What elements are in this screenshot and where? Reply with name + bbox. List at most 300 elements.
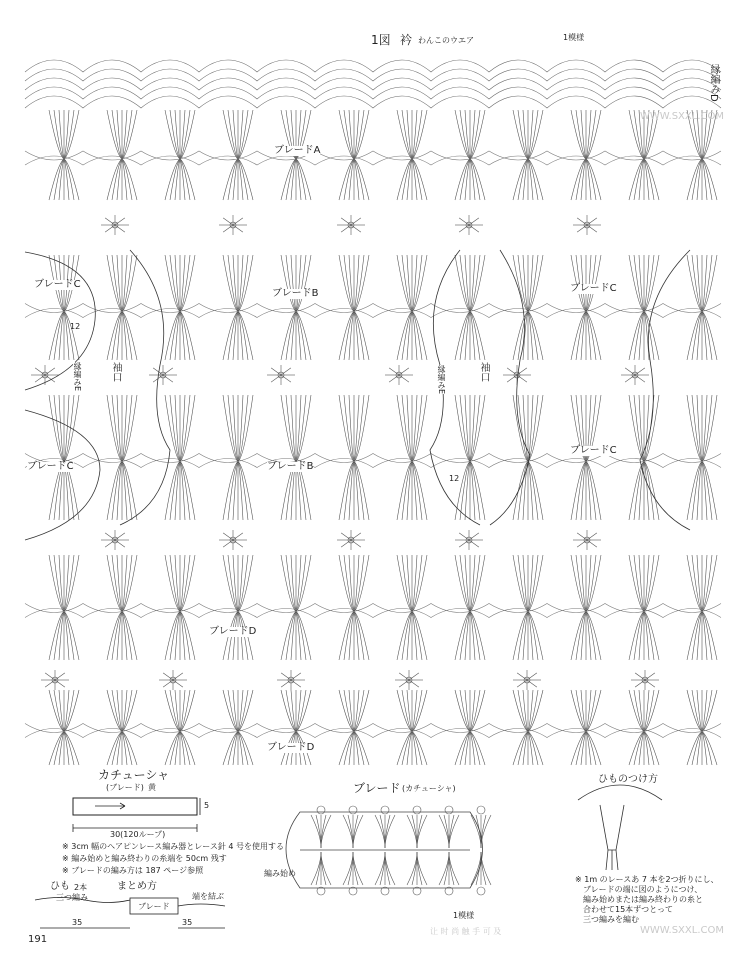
braid-a-loops <box>586 159 601 200</box>
sleeve-edge-right-outer <box>640 250 690 530</box>
braid-d-loops-1 <box>528 555 543 612</box>
join-motif-row1 <box>469 225 479 232</box>
braid-a-loops <box>455 110 470 159</box>
braid-b-loops-top <box>644 312 659 361</box>
braid-b-loops-bottom-spine <box>25 459 721 468</box>
braid-detail-picot <box>413 806 421 814</box>
braid-b-loops-top <box>107 255 122 312</box>
join-motif-row4 <box>281 673 291 680</box>
braid-d-loops-1 <box>644 555 659 612</box>
braid-d-loops-1 <box>687 612 702 661</box>
braid-d-loops-2 <box>122 732 137 766</box>
braid-d-loops-1 <box>470 555 485 612</box>
braid-b-loops-bottom <box>412 395 417 462</box>
join-motif-row2 <box>635 375 645 382</box>
braid-detail-loop <box>385 815 390 848</box>
braid-b-loops-top <box>687 312 702 361</box>
braid-b-loops-top-spine <box>25 309 721 318</box>
braid-d-loops-2 <box>354 690 369 732</box>
join-motif-row4 <box>55 673 65 680</box>
braid-b-loops-top <box>412 255 427 312</box>
join-motif-row1 <box>351 225 361 232</box>
braid-detail-loop <box>444 815 449 848</box>
join-motif-row3 <box>341 540 351 547</box>
braid-b-loops-bottom <box>702 462 717 521</box>
braid-b-loops-bottom <box>165 395 180 462</box>
braid-detail-picot <box>477 806 485 814</box>
braid-d-loops-2 <box>629 690 644 732</box>
braid-d-loops-2 <box>180 690 195 732</box>
join-motif-row3 <box>351 540 361 547</box>
braid-d-label-2: ブレードD <box>267 742 315 753</box>
braid-d-loops-2 <box>49 690 64 732</box>
braid-b-loops-bottom <box>528 395 533 462</box>
braid-a-loops <box>339 110 354 159</box>
join-motif-row1 <box>115 218 125 225</box>
edging-scallop-row <box>25 69 721 81</box>
braid-b-loops-bottom <box>117 395 122 462</box>
join-motif-row2 <box>389 375 399 382</box>
braid-d-loops-2 <box>470 732 485 766</box>
braid-detail-picot <box>349 806 357 814</box>
braid-detail-loop <box>385 852 390 885</box>
join-motif-row3 <box>105 533 115 540</box>
headband-note-2: ※ 編み始めと編み終わりの糸端を 50cm 残す <box>62 854 227 863</box>
braid-b-loops-top <box>470 255 485 312</box>
braid-d-loops-2 <box>586 732 601 766</box>
braid-b-loops-top <box>281 312 296 361</box>
join-motif-row2 <box>625 368 635 375</box>
braid-d-loops-1 <box>64 612 79 661</box>
braid-a-loops <box>629 159 644 200</box>
join-motif-row3 <box>223 540 233 547</box>
join-motif-row4 <box>173 673 183 680</box>
braid-b-loops-bottom <box>165 462 180 521</box>
braid-b-loops-bottom <box>687 462 702 521</box>
braid-b-loops-top <box>180 255 195 312</box>
braid-a-loops <box>644 159 659 200</box>
braid-b-loops-bottom <box>644 395 659 462</box>
braid-b-loops-bottom <box>629 395 644 462</box>
join-motif-row2 <box>625 375 635 382</box>
braid-b-loops-top <box>64 312 79 361</box>
braid-detail-title: ブレード <box>353 781 401 795</box>
braid-d-loops-2 <box>397 690 412 732</box>
join-motif-row4 <box>635 680 645 687</box>
braid-detail-loop <box>348 815 353 848</box>
braid-detail-loop <box>321 815 326 848</box>
join-motif-row4 <box>517 680 527 687</box>
braid-d-loops-1 <box>397 555 412 612</box>
join-motif-row1 <box>233 218 243 225</box>
braid-b-loops-bottom <box>180 462 195 521</box>
braid-b-loops-bottom <box>407 395 412 462</box>
attach-note-1: ※ 1m のレースあ 7 本を2つ折りにし、 <box>575 875 719 884</box>
braid-a-loops <box>339 159 354 200</box>
headband-height: 5 <box>204 801 210 810</box>
braid-b-loops-bottom <box>238 462 253 521</box>
braid-d-loops-1 <box>64 555 79 612</box>
braid-d-loops-2 <box>238 690 253 732</box>
braid-b-loops-top <box>223 312 238 361</box>
attach-note-2: ブレードの端に図のようにつけ、 <box>583 885 703 894</box>
braid-d-loops-2 <box>49 732 64 766</box>
braid-detail-start: 編み始め <box>264 869 296 878</box>
braid-b-loops-top <box>238 255 253 312</box>
braid-b-loops-top <box>397 255 412 312</box>
join-motif-row4 <box>409 673 419 680</box>
braid-b-loops-bottom <box>339 462 354 521</box>
braid-a-loops <box>49 159 64 200</box>
braid-b-loops-bottom <box>571 462 586 521</box>
braid-d-loops-2 <box>165 690 180 732</box>
braid-b-loops-bottom <box>122 462 137 521</box>
braid-b-loops-top <box>571 312 586 361</box>
braid-d-loops-1 <box>180 612 195 661</box>
braid-b-loops-bottom <box>291 395 296 462</box>
edging-e-label-right: 縁編みE <box>437 365 446 395</box>
join-motif-row1 <box>351 218 361 225</box>
braid-c-label-4: ブレードC <box>570 445 617 456</box>
braid-b-loops-bottom <box>175 395 180 462</box>
join-motif-row1 <box>577 225 587 232</box>
braid-b-loops-bottom <box>397 462 412 521</box>
braid-d-loops-1 <box>281 555 296 612</box>
braid-b-loops-bottom <box>59 395 64 462</box>
braid-d-loops-2 <box>412 690 427 732</box>
braid-b-loops-top <box>281 255 296 312</box>
braid-b-loops-top <box>354 255 369 312</box>
braid-b-loops-bottom <box>644 395 649 462</box>
braid-d-loops-2 <box>223 732 238 766</box>
join-motif-row3 <box>587 533 597 540</box>
braid-b-loops-bottom <box>296 395 311 462</box>
braid-a-loops <box>397 110 412 159</box>
braid-d-loops-1 <box>586 612 601 661</box>
join-motif-row3 <box>233 533 243 540</box>
braid-d-loops-2 <box>180 732 195 766</box>
braid-b-loops-bottom <box>107 462 122 521</box>
braid-b-loops-bottom <box>122 395 137 462</box>
braid-d-loops-2 <box>629 732 644 766</box>
join-motif-row3 <box>115 533 125 540</box>
join-motif-row3 <box>105 540 115 547</box>
join-motif-row2 <box>281 368 291 375</box>
stitch-count-12-b: 12 <box>449 474 460 483</box>
braid-detail-loop <box>417 815 422 848</box>
figure-subtitle: わんこのウエア <box>418 36 474 45</box>
join-motif-row1 <box>115 225 125 232</box>
braid-b-loops-bottom <box>697 395 702 462</box>
braid-d-loops-1 <box>354 555 369 612</box>
join-motif-row1 <box>105 218 115 225</box>
watermark-site-bottom: WWW.SXXL.COM <box>640 925 724 936</box>
braid-b-loops-top <box>122 255 137 312</box>
braid-a-loops <box>107 110 122 159</box>
braid-b-loops-bottom <box>238 395 253 462</box>
braid-b-loops-top <box>455 312 470 361</box>
headband-note-3: ※ ブレードの編み方は 187 ページ参照 <box>62 866 204 875</box>
cord-assembly-title: まとめ方 <box>117 881 157 892</box>
braid-b-loops-top <box>412 312 427 361</box>
braid-d-loops-1 <box>49 612 64 661</box>
braid-b-loops-bottom <box>180 395 195 462</box>
braid-b-loops-top <box>702 312 717 361</box>
edging-d-label: 縁編みD <box>708 64 719 102</box>
braid-d-loops-2 <box>455 690 470 732</box>
braid-a-loops <box>165 110 180 159</box>
join-motif-row3 <box>115 540 125 547</box>
braid-d-loops-2 <box>470 690 485 732</box>
edging-scallop-row <box>25 87 721 99</box>
join-motif-row2 <box>163 368 173 375</box>
braid-d-loops-2 <box>223 690 238 732</box>
join-motif-row2 <box>163 375 173 382</box>
braid-b-loops-bottom <box>455 462 470 521</box>
braid-b-label-top: ブレードB <box>272 288 319 299</box>
braid-d-loops-1 <box>281 612 296 661</box>
join-motif-row2 <box>271 368 281 375</box>
braid-d-loops-1 <box>629 612 644 661</box>
sleeve-edge-left-bottom <box>25 410 100 540</box>
braid-a-loops <box>397 159 412 200</box>
join-motif-row2 <box>399 375 409 382</box>
join-motif-row4 <box>517 673 527 680</box>
cord-dim-left: 35 <box>72 918 83 927</box>
edging-scallop-row <box>25 96 721 108</box>
braid-b-loops-bottom <box>281 395 296 462</box>
braid-b-loops-bottom <box>349 395 354 462</box>
braid-b-loops-top <box>397 312 412 361</box>
braid-a-loops <box>571 159 586 200</box>
braid-b-loops-bottom <box>223 462 238 521</box>
braid-d-loops-1 <box>528 612 543 661</box>
braid-d-loops-1 <box>455 555 470 612</box>
braid-b-loops-top <box>180 312 195 361</box>
repeat-label: 1模様 <box>563 33 585 42</box>
braid-a-loops <box>354 110 369 159</box>
braid-a-loops <box>180 159 195 200</box>
cord-label: ひも <box>50 881 70 892</box>
braid-b-loops-bottom <box>412 395 427 462</box>
braid-b-loops-bottom <box>122 395 127 462</box>
braid-b-loops-top <box>513 312 528 361</box>
braid-detail-loop <box>476 815 481 848</box>
braid-b-loops-bottom <box>354 395 369 462</box>
join-motif-row3 <box>469 540 479 547</box>
braid-c-label-3: ブレードC <box>27 461 74 472</box>
braid-d-label-1: ブレードD <box>209 626 257 637</box>
join-motif-row1 <box>459 218 469 225</box>
braid-d-loops-1 <box>122 612 137 661</box>
sleeve-label-left: 袖口 <box>110 362 121 382</box>
join-motif-row1 <box>223 225 233 232</box>
braid-d-loops-2 <box>339 690 354 732</box>
braid-d-loops-2 <box>122 690 137 732</box>
braid-d-loops-1 <box>122 555 137 612</box>
braid-b-loops-top <box>528 312 543 361</box>
braid-b-loops-top <box>339 312 354 361</box>
braid-d-loops-2 <box>412 732 427 766</box>
braid-d-loops-2 <box>107 690 122 732</box>
braid-b-loops-bottom <box>639 395 644 462</box>
join-motif-row1 <box>341 225 351 232</box>
braid-b-loops-bottom <box>465 395 470 462</box>
braid-b-loops-bottom <box>412 462 427 521</box>
cord-tie-note: 端を結ぶ <box>192 892 224 901</box>
headband-rect <box>73 798 197 815</box>
join-motif-row1 <box>587 225 597 232</box>
braid-a-loops <box>180 110 195 159</box>
join-motif-row1 <box>459 225 469 232</box>
braid-d-loops-2 <box>165 732 180 766</box>
braid-d-loops-2 <box>354 732 369 766</box>
join-motif-row4 <box>399 680 409 687</box>
join-motif-row4 <box>163 673 173 680</box>
braid-d-loops-1 <box>180 555 195 612</box>
join-motif-row1 <box>105 225 115 232</box>
braid-d-loops-1 <box>107 612 122 661</box>
braid-b-loops-top <box>238 312 253 361</box>
join-motif-row3 <box>459 540 469 547</box>
braid-b-loops-bottom <box>180 395 185 462</box>
braid-b-loops-top <box>470 312 485 361</box>
braid-detail-loop <box>412 852 417 885</box>
braid-b-loops-bottom <box>513 462 528 521</box>
braid-b-loops-bottom <box>397 395 412 462</box>
braid-d-loops-2 <box>281 690 296 732</box>
join-motif-row3 <box>223 533 233 540</box>
attach-title: ひものつけ方 <box>598 774 658 785</box>
braid-a-loops <box>223 159 238 200</box>
braid-d-loops-1 <box>412 612 427 661</box>
braid-detail-loop <box>412 815 417 848</box>
braid-d-loops-1 <box>296 612 311 661</box>
braid-a-loops <box>64 159 79 200</box>
join-motif-row4 <box>645 680 655 687</box>
braid-d-loops-2-spine <box>25 724 721 733</box>
braid-b-loops-top <box>296 255 311 312</box>
braid-d-loops-1 <box>339 612 354 661</box>
braid-b-loops-top <box>455 255 470 312</box>
braid-detail-loop <box>321 852 326 885</box>
join-motif-row2 <box>635 368 645 375</box>
braid-b-loops-top <box>223 255 238 312</box>
join-motif-row4 <box>527 680 537 687</box>
braid-d-loops-2 <box>397 732 412 766</box>
join-motif-row2 <box>45 368 55 375</box>
braid-a-loops <box>296 159 311 200</box>
braid-b-loops-bottom <box>644 462 659 521</box>
braid-a-loops <box>281 159 296 200</box>
join-motif-row4 <box>281 680 291 687</box>
braid-d-loops-2 <box>702 732 717 766</box>
braid-a-loops <box>513 110 528 159</box>
braid-a-loops <box>107 159 122 200</box>
join-motif-row4 <box>291 680 301 687</box>
edging-scallop-row <box>25 60 721 72</box>
join-motif-row2 <box>281 375 291 382</box>
join-motif-row4 <box>291 673 301 680</box>
braid-b-loops-bottom <box>107 395 122 462</box>
braid-c-label-2: ブレードC <box>570 283 617 294</box>
braid-d-loops-1 <box>165 555 180 612</box>
braid-detail-subtitle: (カチューシャ) <box>402 784 456 793</box>
braid-b-loops-bottom <box>470 462 485 521</box>
braid-b-loops-bottom <box>528 395 543 462</box>
braid-a-loops <box>470 159 485 200</box>
braid-d-loops-1 <box>296 555 311 612</box>
braid-b-loops-top <box>354 312 369 361</box>
braid-d-loops-1 <box>470 612 485 661</box>
join-motif-row1 <box>587 218 597 225</box>
braid-a-loops <box>122 110 137 159</box>
cord-count: 2本 <box>74 883 88 892</box>
join-motif-row2 <box>517 375 527 382</box>
braid-b-loops-bottom <box>354 395 359 462</box>
braid-b-loops-bottom <box>470 395 485 462</box>
braid-detail-loop <box>380 815 385 848</box>
braid-b-loops-bottom <box>296 395 301 462</box>
braid-d-loops-2 <box>339 732 354 766</box>
join-motif-row3 <box>577 533 587 540</box>
join-motif-row4 <box>635 673 645 680</box>
braid-detail-picot <box>317 806 325 814</box>
braid-a-loops <box>687 159 702 200</box>
braid-b-loops-bottom <box>470 395 475 462</box>
braid-d-loops-2 <box>687 690 702 732</box>
braid-a-loops <box>64 110 79 159</box>
braid-a-loops <box>354 159 369 200</box>
braid-b-loops-top-spine <box>25 304 721 313</box>
braid-d-loops-2 <box>455 732 470 766</box>
join-motif-row3 <box>351 533 361 540</box>
braid-d-loops-1 <box>513 555 528 612</box>
braid-a-loops-spine <box>25 156 721 165</box>
braid-b-loops-top <box>644 255 659 312</box>
headband-subtitle: (ブレード) <box>106 783 144 792</box>
join-motif-row4 <box>399 673 409 680</box>
braid-a-loops <box>165 159 180 200</box>
braid-d-loops-1 <box>455 612 470 661</box>
braid-d-loops-1 <box>49 555 64 612</box>
braid-detail-loop <box>481 815 486 848</box>
attach-note-3: 編み始めまたは編み終わりの糸と <box>583 895 703 904</box>
join-motif-row4 <box>527 673 537 680</box>
braid-d-loops-2 <box>528 690 543 732</box>
braid-b-loops-top <box>122 312 137 361</box>
braid-d-loops-1 <box>397 612 412 661</box>
join-motif-row2 <box>507 375 517 382</box>
braid-d-loops-2 <box>702 690 717 732</box>
braid-d-loops-1-spine <box>25 609 721 618</box>
braid-b-loops-bottom <box>339 395 354 462</box>
braid-b-loops-bottom <box>586 462 601 521</box>
join-motif-row2 <box>399 368 409 375</box>
join-motif-row2 <box>389 368 399 375</box>
join-motif-row2 <box>271 375 281 382</box>
braid-d-loops-1 <box>165 612 180 661</box>
braid-d-loops-1 <box>687 555 702 612</box>
braid-b-loops-top <box>339 255 354 312</box>
braid-b-loops-bottom <box>455 395 470 462</box>
braid-d-loops-1 <box>702 612 717 661</box>
braid-a-loops <box>702 159 717 200</box>
braid-a-loops <box>49 110 64 159</box>
braid-a-loops <box>513 159 528 200</box>
cord-right <box>178 904 225 906</box>
attach-arch <box>578 785 662 800</box>
